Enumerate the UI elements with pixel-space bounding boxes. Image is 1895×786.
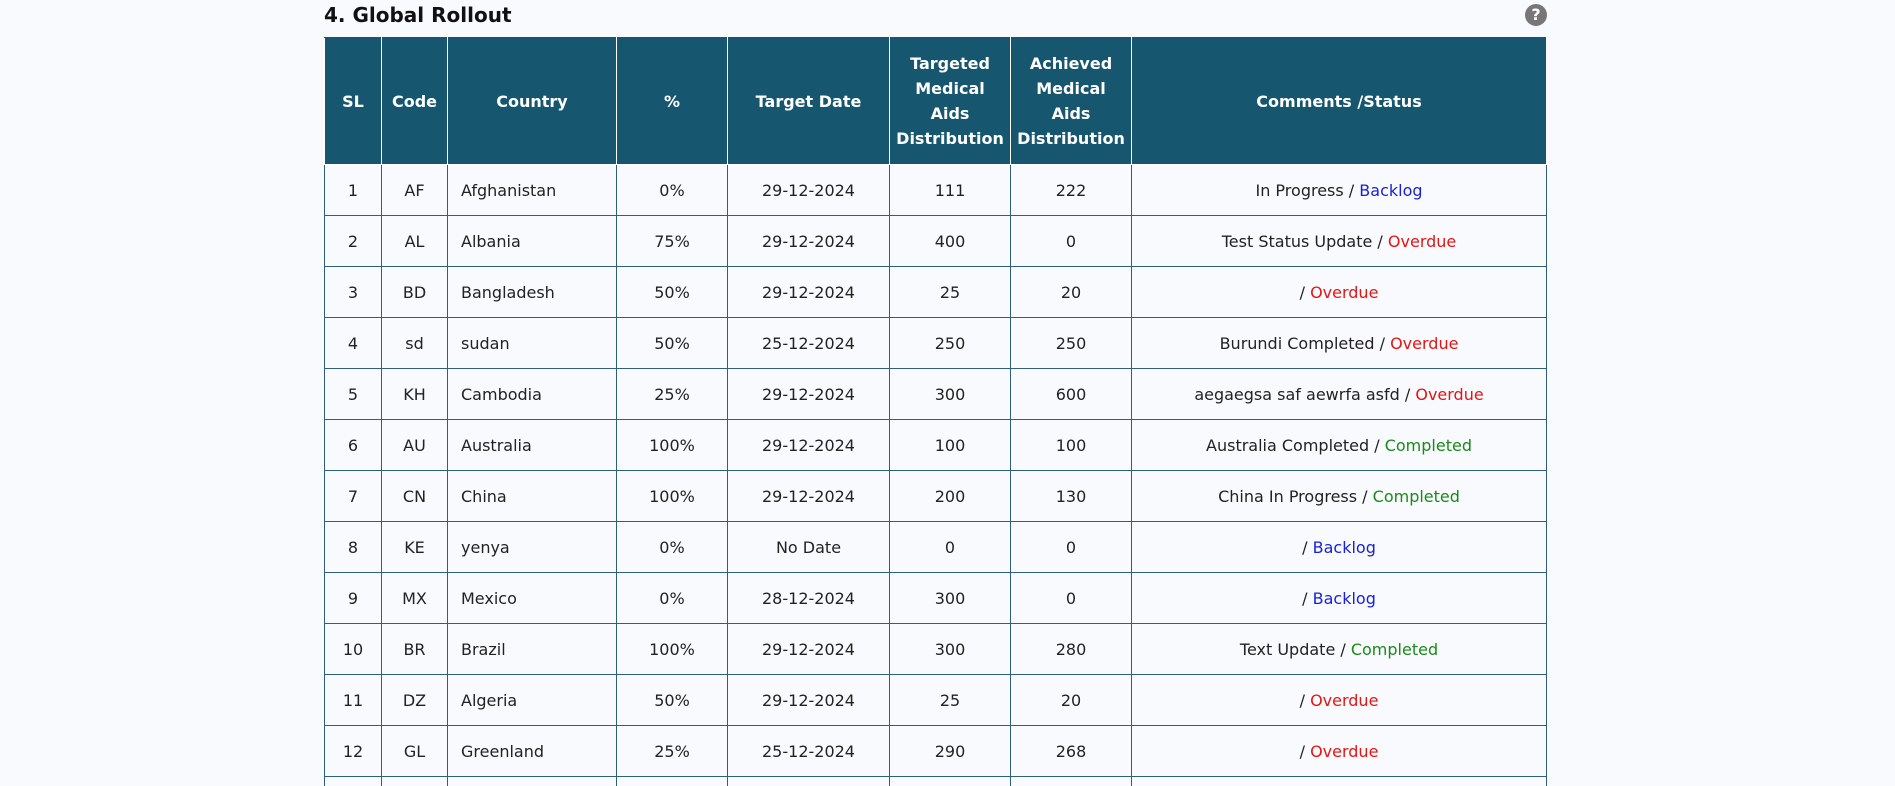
cell-comments-status: [1132, 420, 1547, 471]
cell-country: Afghanistan: [448, 165, 617, 216]
table-row: [325, 369, 1547, 420]
cell-sl: 4: [325, 318, 382, 369]
cell-sl: [325, 777, 382, 786]
status-text: Backlog: [1359, 180, 1423, 200]
cell-achieved: 0: [1011, 216, 1132, 267]
table-row: [325, 216, 1547, 267]
cell-country: China: [448, 471, 617, 522]
cell-code: CN: [382, 471, 448, 522]
table-row: [325, 165, 1547, 216]
cell-percent: 50%: [617, 318, 728, 369]
status-separator: /: [1357, 486, 1373, 506]
cell-targeted: 0: [890, 522, 1011, 573]
cell-targeted: 100: [890, 420, 1011, 471]
cell-achieved: [1011, 777, 1132, 786]
cell-achieved: 100: [1011, 420, 1132, 471]
cell-target-date: 29-12-2024: [728, 675, 890, 726]
cell-code: BR: [382, 624, 448, 675]
cell-comments-status: [1132, 573, 1547, 624]
cell-code: MX: [382, 573, 448, 624]
column-header-comments-status: Comments /Status: [1132, 38, 1547, 165]
cell-country: Cambodia: [448, 369, 617, 420]
cell-code: AU: [382, 420, 448, 471]
comment-text: China In Progress: [1218, 486, 1358, 506]
cell-target-date: [728, 777, 890, 786]
column-header-targeted-distribution: Targeted Medical Aids Distribution: [890, 38, 1011, 165]
section-title: 4. Global Rollout: [324, 3, 512, 27]
cell-country: Mexico: [448, 573, 617, 624]
comment-text: aegaegsa saf aewrfa asfd: [1194, 384, 1400, 404]
help-icon[interactable]: ?: [1525, 4, 1547, 26]
cell-achieved: 222: [1011, 165, 1132, 216]
cell-target-date: 29-12-2024: [728, 267, 890, 318]
cell-country: Greenland: [448, 726, 617, 777]
cell-sl: 5: [325, 369, 382, 420]
status-separator: /: [1399, 384, 1416, 404]
header-row: [325, 38, 1547, 165]
cell-percent: 50%: [617, 675, 728, 726]
cell-targeted: 300: [890, 573, 1011, 624]
cell-target-date: 29-12-2024: [728, 369, 890, 420]
column-header-country: Country: [448, 38, 617, 165]
table-row: [325, 420, 1547, 471]
cell-targeted: 25: [890, 675, 1011, 726]
cell-country: [448, 777, 617, 786]
cell-percent: 75%: [617, 216, 728, 267]
cell-percent: 100%: [617, 624, 728, 675]
cell-comments-status: [1132, 624, 1547, 675]
status-text: Overdue: [1415, 384, 1484, 404]
cell-percent: 0%: [617, 522, 728, 573]
cell-sl: 12: [325, 726, 382, 777]
rollout-table: [324, 37, 1547, 786]
cell-code: AL: [382, 216, 448, 267]
cell-comments-status: [1132, 675, 1547, 726]
cell-sl: 9: [325, 573, 382, 624]
status-text: Overdue: [1310, 741, 1379, 761]
table-header: [325, 38, 1547, 165]
status-separator: /: [1302, 588, 1313, 608]
status-separator: /: [1299, 282, 1311, 302]
cell-targeted: 300: [890, 369, 1011, 420]
status-text: Completed: [1384, 435, 1472, 455]
cell-achieved: 20: [1011, 675, 1132, 726]
table-row: [325, 777, 1547, 786]
table-row: [325, 318, 1547, 369]
cell-percent: 0%: [617, 573, 728, 624]
cell-target-date: 29-12-2024: [728, 165, 890, 216]
cell-sl: 7: [325, 471, 382, 522]
cell-achieved: 600: [1011, 369, 1132, 420]
cell-achieved: 130: [1011, 471, 1132, 522]
cell-target-date: 25-12-2024: [728, 318, 890, 369]
cell-achieved: 250: [1011, 318, 1132, 369]
status-separator: /: [1302, 537, 1313, 557]
cell-comments-status: [1132, 165, 1547, 216]
cell-percent: 0%: [617, 165, 728, 216]
cell-code: BD: [382, 267, 448, 318]
status-separator: /: [1343, 180, 1360, 200]
cell-targeted: [890, 777, 1011, 786]
cell-code: KE: [382, 522, 448, 573]
cell-code: sd: [382, 318, 448, 369]
column-header-target-date: Target Date: [728, 38, 890, 165]
table-row: [325, 675, 1547, 726]
cell-country: Algeria: [448, 675, 617, 726]
cell-comments-status: [1132, 267, 1547, 318]
cell-target-date: No Date: [728, 522, 890, 573]
status-separator: /: [1374, 333, 1391, 353]
cell-comments-status: [1132, 216, 1547, 267]
cell-targeted: 200: [890, 471, 1011, 522]
cell-achieved: 20: [1011, 267, 1132, 318]
cell-comments-status: [1132, 369, 1547, 420]
column-header-percent: %: [617, 38, 728, 165]
table-row: [325, 726, 1547, 777]
table-row: [325, 522, 1547, 573]
cell-targeted: 25: [890, 267, 1011, 318]
cell-country: yenya: [448, 522, 617, 573]
cell-country: Australia: [448, 420, 617, 471]
cell-sl: 10: [325, 624, 382, 675]
cell-percent: 100%: [617, 471, 728, 522]
cell-target-date: 29-12-2024: [728, 624, 890, 675]
cell-comments-status: [1132, 522, 1547, 573]
status-separator: /: [1299, 741, 1311, 761]
cell-target-date: 29-12-2024: [728, 216, 890, 267]
status-text: Completed: [1372, 486, 1460, 506]
cell-achieved: 0: [1011, 573, 1132, 624]
cell-country: Brazil: [448, 624, 617, 675]
cell-code: DZ: [382, 675, 448, 726]
cell-percent: 25%: [617, 726, 728, 777]
table-body: [325, 165, 1547, 786]
cell-achieved: 268: [1011, 726, 1132, 777]
cell-target-date: 29-12-2024: [728, 420, 890, 471]
cell-comments-status: [1132, 318, 1547, 369]
cell-targeted: 111: [890, 165, 1011, 216]
cell-target-date: 29-12-2024: [728, 471, 890, 522]
status-separator: /: [1372, 231, 1388, 251]
comment-text: Test Status Update: [1221, 231, 1373, 251]
status-text: Backlog: [1312, 588, 1376, 608]
status-separator: /: [1299, 690, 1311, 710]
table-row: [325, 573, 1547, 624]
cell-sl: 1: [325, 165, 382, 216]
cell-code: GL: [382, 726, 448, 777]
status-separator: /: [1335, 639, 1351, 659]
status-text: Backlog: [1312, 537, 1376, 557]
status-text: Overdue: [1310, 282, 1379, 302]
status-text: Overdue: [1310, 690, 1379, 710]
cell-target-date: 28-12-2024: [728, 573, 890, 624]
status-separator: /: [1369, 435, 1385, 455]
cell-code: [382, 777, 448, 786]
comment-text: Burundi Completed: [1219, 333, 1375, 353]
column-header-achieved-distribution: Achieved Medical Aids Distribution: [1011, 38, 1132, 165]
cell-sl: 3: [325, 267, 382, 318]
column-header-code: Code: [382, 38, 448, 165]
cell-sl: 11: [325, 675, 382, 726]
comment-text: Australia Completed: [1206, 435, 1370, 455]
cell-achieved: 280: [1011, 624, 1132, 675]
cell-targeted: 290: [890, 726, 1011, 777]
cell-comments-status: [1132, 471, 1547, 522]
cell-sl: 8: [325, 522, 382, 573]
cell-country: Albania: [448, 216, 617, 267]
cell-targeted: 300: [890, 624, 1011, 675]
cell-sl: 6: [325, 420, 382, 471]
cell-targeted: 400: [890, 216, 1011, 267]
table-row: [325, 267, 1547, 318]
status-text: Completed: [1350, 639, 1439, 659]
cell-percent: 50%: [617, 267, 728, 318]
column-header-sl: SL: [325, 38, 382, 165]
comment-text: Text Update: [1239, 639, 1336, 659]
cell-percent: [617, 777, 728, 786]
table-row: [325, 471, 1547, 522]
cell-target-date: 25-12-2024: [728, 726, 890, 777]
status-text: Overdue: [1390, 333, 1459, 353]
cell-country: sudan: [448, 318, 617, 369]
cell-achieved: 0: [1011, 522, 1132, 573]
cell-sl: 2: [325, 216, 382, 267]
comment-text: In Progress: [1255, 180, 1344, 200]
cell-percent: 100%: [617, 420, 728, 471]
cell-comments-status: [1132, 777, 1547, 786]
cell-comments-status: [1132, 726, 1547, 777]
cell-code: KH: [382, 369, 448, 420]
table-row: [325, 624, 1547, 675]
status-text: Overdue: [1387, 231, 1457, 251]
cell-country: Bangladesh: [448, 267, 617, 318]
cell-targeted: 250: [890, 318, 1011, 369]
cell-code: AF: [382, 165, 448, 216]
cell-percent: 25%: [617, 369, 728, 420]
